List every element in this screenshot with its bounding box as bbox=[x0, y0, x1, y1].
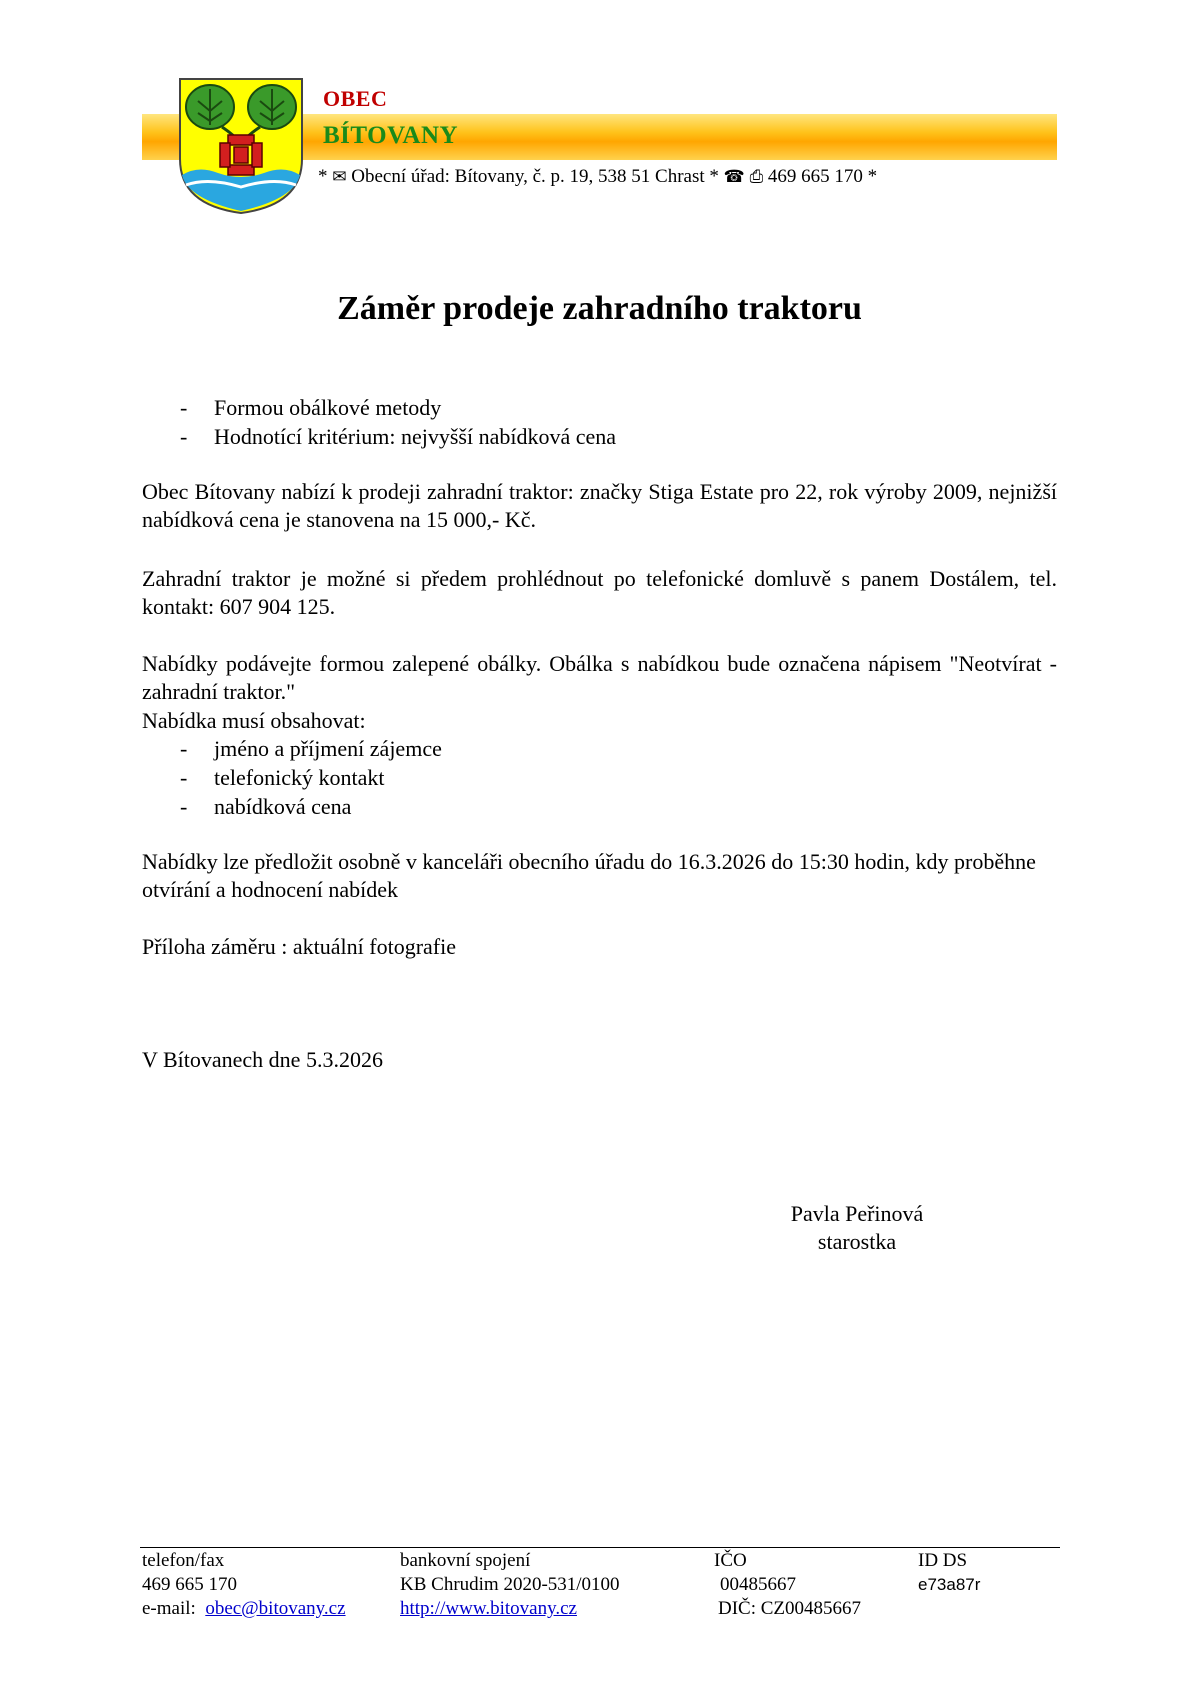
footer-divider bbox=[140, 1547, 1060, 1548]
footer-contact bbox=[142, 1549, 346, 1621]
footer-ico-label: IČO bbox=[714, 1550, 747, 1571]
footer-bank-label: bankovní spojení bbox=[400, 1550, 531, 1571]
must-contain-label: Nabídka musí obsahovat: bbox=[142, 708, 366, 733]
org-name: BÍTOVANY bbox=[323, 122, 459, 149]
address-lead: * bbox=[318, 166, 333, 187]
method-list bbox=[178, 393, 616, 451]
footer-bank-value: KB Chrudim 2020-531/0100 bbox=[400, 1574, 620, 1595]
envelope-icon: ✉ bbox=[332, 167, 347, 187]
offer-paragraph: Obec Bítovany nabízí k prodeji zahradní traktor: značky Stiga Estate pro 22, rok výroby 2009, nejnižší nabídková cena je stanovena na 15 000,- Kč. bbox=[142, 479, 1057, 532]
attachment-note: Příloha záměru : aktuální fotografie bbox=[142, 934, 456, 959]
submit-paragraph: Nabídky podávejte formou zalepené obálky. Obálka s nabídkou bude označena nápisem "Neotvírat - zahradní traktor." bbox=[142, 651, 1057, 704]
coat-of-arms bbox=[178, 77, 304, 215]
footer-dic-value: DIČ: CZ00485667 bbox=[718, 1598, 862, 1619]
list-item: - Formou obálkové metody bbox=[178, 393, 616, 422]
address-text: Obecní úřad: Bítovany, č. p. 19, 538 51 Chrast * bbox=[346, 166, 724, 187]
fax-icon: ⎙ bbox=[749, 167, 764, 187]
content-list bbox=[178, 734, 442, 821]
footer-ico-value: 00485667 bbox=[720, 1574, 796, 1595]
list-item: - Hodnotící kritérium: nejvyšší nabídková cena bbox=[178, 422, 616, 451]
signatory-role: starostka bbox=[817, 1229, 897, 1254]
viewing-paragraph: Zahradní traktor je možné si předem prohlédnout po telefonické domluvě s panem Dostálem, tel. kontakt: 607 904 125. bbox=[142, 566, 1057, 619]
footer-ids bbox=[714, 1549, 861, 1621]
list-item: - nabídková cena bbox=[178, 792, 442, 821]
footer-ids-value: e73a87r bbox=[918, 1575, 981, 1594]
list-item: - jméno a příjmení zájemce bbox=[178, 734, 442, 763]
signature-block bbox=[742, 1200, 972, 1256]
footer-bank bbox=[400, 1549, 620, 1621]
signatory-name: Pavla Peřinová bbox=[790, 1201, 924, 1226]
list-item: - telefonický kontakt bbox=[178, 763, 442, 792]
footer-phone-value: 469 665 170 bbox=[142, 1574, 237, 1595]
footer-phone-label: telefon/fax bbox=[142, 1550, 225, 1571]
org-prefix: OBEC bbox=[323, 86, 388, 111]
page-title: Záměr prodeje zahradního traktoru bbox=[337, 290, 862, 327]
deadline-paragraph: Nabídky lze předložit osobně v kanceláři obecního úřadu do 16.3.2026 do 15:30 hodin, kdy proběhne otvírání a hodnocení nabídek bbox=[142, 849, 1036, 902]
telephone-icon: ☎ bbox=[723, 167, 745, 187]
header-phone: 469 665 170 * bbox=[763, 166, 878, 187]
footer-email-link[interactable]: obec@bitovany.cz bbox=[205, 1598, 346, 1619]
footer-web-link[interactable]: http://www.bitovany.cz bbox=[400, 1598, 577, 1619]
header-address bbox=[318, 166, 877, 188]
footer-ids-label: ID DS bbox=[918, 1550, 968, 1571]
footer-databox bbox=[918, 1549, 980, 1597]
place-date: V Bítovanech dne 5.3.2026 bbox=[142, 1047, 383, 1072]
footer-email-label: e-mail: bbox=[142, 1598, 196, 1619]
